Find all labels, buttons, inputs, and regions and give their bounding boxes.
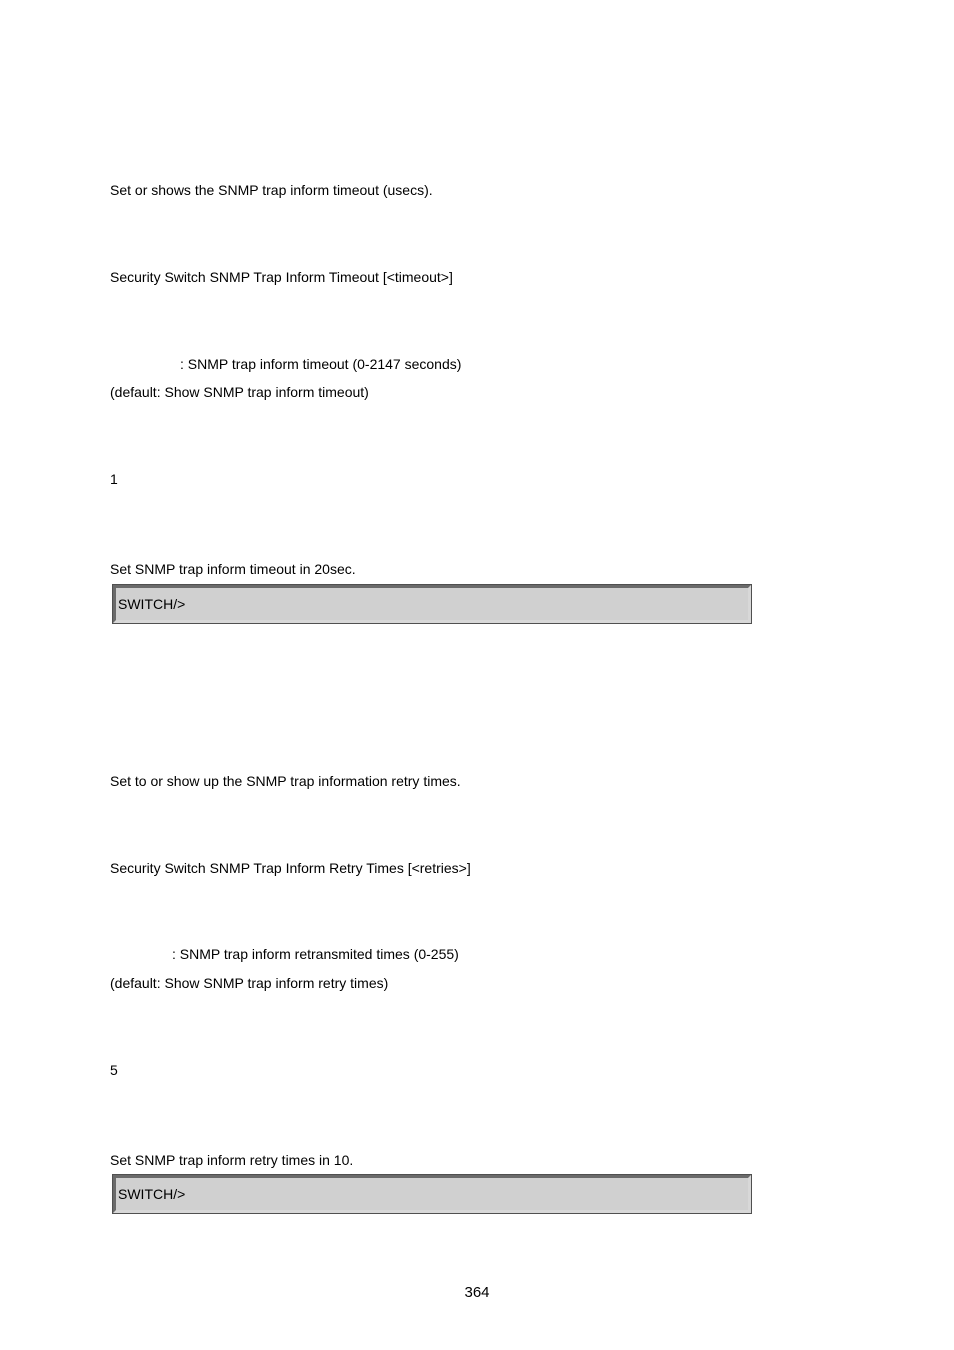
section1-command-box (113, 585, 751, 623)
section2-parameter-default: (default: Show SNMP trap inform retry times) (110, 975, 389, 991)
page-number: 364 (464, 1284, 490, 1301)
section2-description: Set to or show up the SNMP trap information retry times. (110, 773, 461, 789)
section1-syntax: Security Switch SNMP Trap Inform Timeout [<timeout>] (110, 269, 453, 285)
section2-command-box (113, 1175, 751, 1213)
section2-example-description: Set SNMP trap inform retry times in 10. (110, 1152, 354, 1168)
section1-parameter-description: : SNMP trap inform timeout (0-2147 seconds) (180, 356, 462, 372)
section2-command-prompt: SWITCH/> (118, 1186, 186, 1202)
section2-parameter-description: : SNMP trap inform retransmited times (0-255) (172, 946, 459, 962)
section1-description: Set or shows the SNMP trap inform timeout (usecs). (110, 182, 433, 198)
section1-default-value: 1 (110, 471, 118, 487)
section2-syntax: Security Switch SNMP Trap Inform Retry Times [<retries>] (110, 860, 471, 876)
section2-default-value: 5 (110, 1062, 118, 1078)
section1-parameter-default: (default: Show SNMP trap inform timeout) (110, 384, 369, 400)
section1-example-description: Set SNMP trap inform timeout in 20sec. (110, 561, 356, 577)
section1-command-prompt: SWITCH/> (118, 596, 186, 612)
